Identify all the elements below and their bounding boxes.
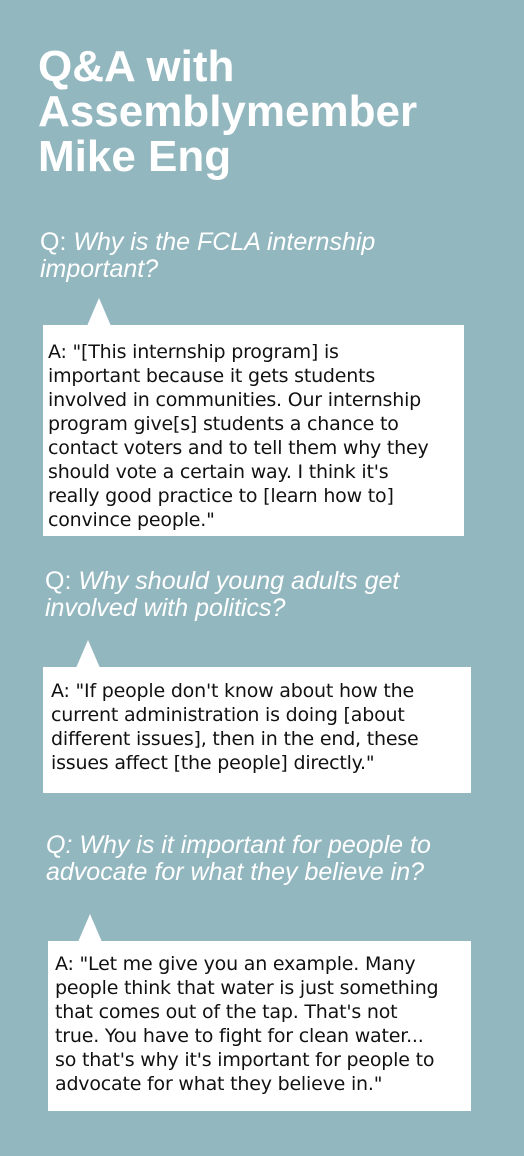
question-2	[45, 568, 465, 622]
answer-box-3	[48, 941, 471, 1111]
answer-text: A: "[This internship program] is important because it gets students involved in communities. Our internship program give[s] students a chance to contact voters and to tell them why they should vote a certain way. I think it's really good practice to [learn how to] convince people."	[48, 341, 429, 531]
question-3	[46, 832, 496, 886]
question-text: Why is the FCLA internship important?	[40, 228, 376, 283]
question-prefix: Q:	[40, 228, 74, 256]
answer-box-2	[43, 667, 471, 793]
question-prefix: Q:	[46, 831, 80, 859]
title-line: Q&A with	[38, 42, 235, 91]
question-prefix: Q:	[45, 567, 79, 595]
answer-text: A: "If people don't know about how the current administration is doing [about different issues], then in the end, these issues affect [the people] directly."	[51, 680, 419, 774]
speech-pointer	[76, 640, 100, 668]
question-1	[40, 229, 440, 283]
title-line: Assemblymember	[38, 87, 418, 136]
question-text: Why should young adults get involved with politics?	[45, 567, 400, 622]
speech-pointer	[78, 914, 102, 942]
question-text: Why is it important for people to advocate for what they believe in?	[46, 831, 431, 886]
answer-text: A: "Let me give you an example. Many people think that water is just something that comes out of the tap. That's not true. You have to fight for clean water... so that's why it's important for people to advocate for what they believe in."	[55, 953, 439, 1095]
speech-pointer	[87, 298, 111, 326]
answer-box-1	[43, 325, 464, 536]
page-title	[38, 44, 508, 179]
title-line: Mike Eng	[38, 132, 232, 181]
